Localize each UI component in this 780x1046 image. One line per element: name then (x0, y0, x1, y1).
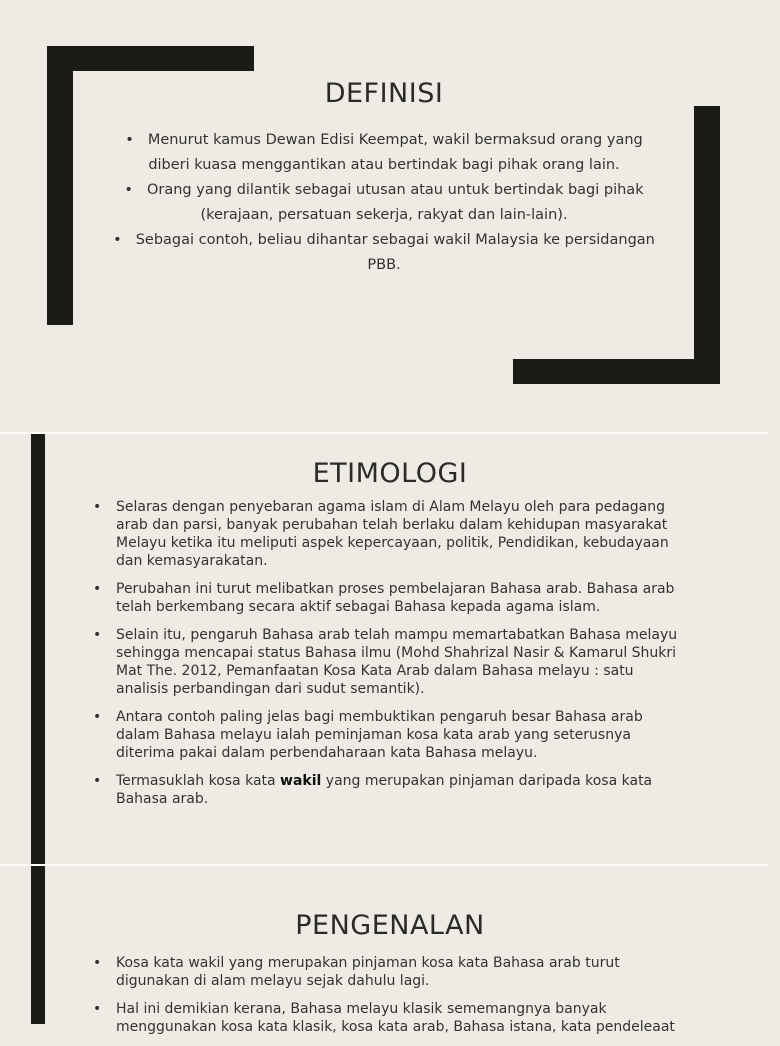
slide-title: ETIMOLOGI (312, 458, 468, 489)
text-segment: yang merupakan pinjaman daripada kosa kata Bahasa arab. (116, 773, 653, 807)
list-item (93, 772, 689, 808)
list-item: • Antara contoh paling jelas bagi membuktikan pengaruh besar Bahasa arab dalam Bahasa melayu ialah peminjaman kosa kata arab yang seterusnya diterima pakai dalam perbendaharaan kata Bahasa melayu. (93, 708, 689, 762)
list-item: • Kosa kata wakil yang merupakan pinjaman kosa kata Bahasa arab turut digunakan di alam melayu sejak dahulu lagi. (93, 954, 689, 990)
slide-title: PENGENALAN (295, 910, 485, 941)
bullet-list (110, 128, 658, 278)
slide-etimologi (0, 434, 768, 864)
slide-title: DEFINISI (324, 78, 444, 109)
frame-corner-top-left-horizontal (47, 46, 254, 71)
frame-corner-bottom-right-horizontal (513, 359, 720, 384)
slide-pengenalan (0, 866, 768, 1035)
frame-corner-bottom-right-vertical (694, 106, 720, 384)
list-item: • Perubahan ini turut melibatkan proses pembelajaran Bahasa arab. Bahasa arab telah berkembang secara aktif sebagai Bahasa kepada agama islam. (93, 580, 689, 616)
slide-definisi (0, 0, 768, 432)
bullet-list (93, 498, 689, 818)
accent-bar (31, 866, 45, 1024)
list-item: • Sebagai contoh, beliau dihantar sebagai wakil Malaysia ke persidangan PBB. (110, 228, 658, 278)
highlighted-term: wakil (280, 773, 322, 789)
accent-bar (31, 434, 45, 864)
text-segment: Termasuklah kosa kata (116, 773, 281, 789)
list-item: • Selain itu, pengaruh Bahasa arab telah mampu memartabatkan Bahasa melayu sehingga mencapai status Bahasa ilmu (Mohd Shahrizal Nasir & Kamarul Shukri Mat The. 2012, Pemanfaatan Kosa Kata Arab dalam Bahasa melayu : satu analisis perbandingan dari sudut semantik). (93, 626, 689, 698)
bullet-list (93, 954, 689, 1046)
list-item: • Hal ini demikian kerana, Bahasa melayu klasik sememangnya banyak menggunakan kosa kata klasik, kosa kata arab, Bahasa istana, kata pendeleaat (93, 1000, 689, 1036)
list-item: • Orang yang dilantik sebagai utusan atau untuk bertindak bagi pihak (kerajaan, persatuan sekerja, rakyat dan lain-lain). (110, 178, 658, 228)
list-item: • Selaras dengan penyebaran agama islam di Alam Melayu oleh para pedagang arab dan parsi, banyak perubahan telah berlaku dalam kehidupan masyarakat Melayu ketika itu meliputi aspek kepercayaan, politik, Pendidikan, kebudayaan dan kemasyarakatan. (93, 498, 689, 570)
list-item: • Menurut kamus Dewan Edisi Keempat, wakil bermaksud orang yang diberi kuasa menggantikan atau bertindak bagi pihak orang lain. (110, 128, 658, 178)
